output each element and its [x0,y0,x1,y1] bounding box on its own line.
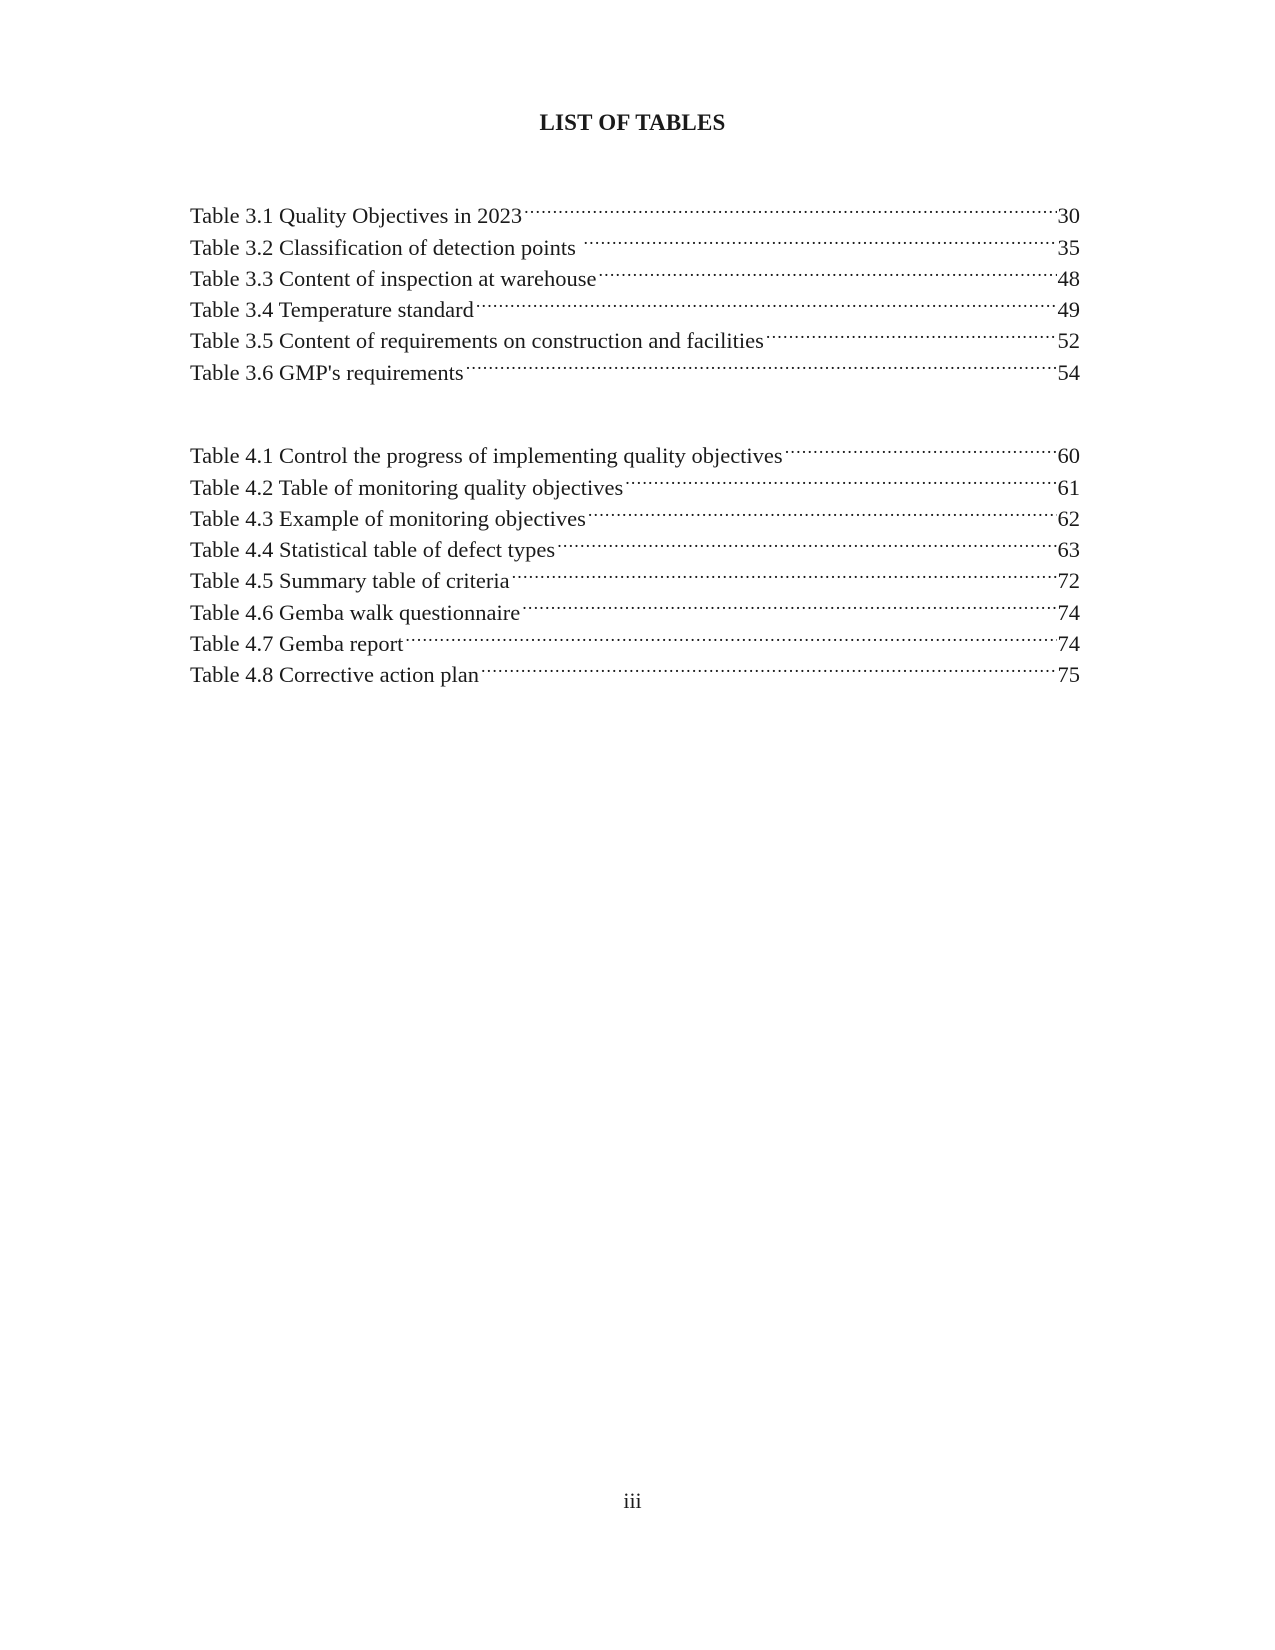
toc-entry-label: Table 4.4 Statistical table of defect types [190,537,556,563]
dot-leader [405,620,1056,651]
toc-entry-page: 49 [1057,297,1080,323]
toc-entry-label: Table 3.4 Temperature standard [190,297,474,323]
toc-entry-label: Table 3.2 Classification of detection points [190,234,582,260]
toc-entry-page: 74 [1057,631,1080,657]
dot-leader [476,286,1057,317]
toc-entry-label: Table 3.5 Content of requirements on construction and facilities [190,328,764,354]
dot-leader [466,348,1057,379]
toc-entry-label: Table 4.6 Gemba walk questionnaire [190,599,521,625]
dot-leader [512,557,1057,588]
toc-entry-label: Table 4.8 Corrective action plan [190,662,479,688]
dot-leader [766,317,1057,348]
dot-leader [625,463,1056,494]
toc-group-chapter-4 [190,432,1080,688]
toc-entry-page: 54 [1057,359,1080,385]
dot-leader [588,495,1057,526]
page-title: LIST OF TABLES [539,110,726,135]
toc-entry-label: Table 4.5 Summary table of criteria [190,568,510,594]
toc-entry-page: 72 [1057,568,1080,594]
dot-leader [524,192,1056,223]
toc-entry[interactable] [190,192,1080,229]
toc-entry-label: Table 4.3 Example of monitoring objectives [190,505,586,531]
toc-entry-label: Table 4.2 Table of monitoring quality objectives [190,474,624,500]
toc-group-chapter-3 [190,192,1080,385]
dot-leader [785,432,1057,463]
toc-entry-label: Table 4.1 Control the progress of implementing quality objectives [190,443,783,469]
toc-entry-page: 62 [1057,505,1080,531]
toc-entry-page: 52 [1057,328,1080,354]
toc-entry-label: Table 3.1 Quality Objectives in 2023 [190,203,523,229]
toc-entry-page: 63 [1057,537,1080,563]
toc-entry-page: 61 [1057,474,1080,500]
toc-entry-page: 75 [1057,662,1080,688]
toc-entry[interactable] [190,432,1080,469]
toc-entry-page: 48 [1057,265,1080,291]
toc-entry-label: Table 4.7 Gemba report [190,631,404,657]
dot-leader [598,255,1056,286]
toc-entry-label: Table 3.6 GMP's requirements [190,359,464,385]
dot-leader [557,526,1056,557]
toc-entry-label: Table 3.3 Content of inspection at warehouse [190,265,597,291]
toc-entry-page: 30 [1057,203,1080,229]
toc-entry-page: 60 [1057,443,1080,469]
dot-leader [481,651,1057,682]
page-number: iii [623,1488,642,1513]
dot-leader [583,223,1056,254]
toc-entry-page: 74 [1057,599,1080,625]
toc-entry-page: 35 [1057,234,1080,260]
dot-leader [522,588,1056,619]
